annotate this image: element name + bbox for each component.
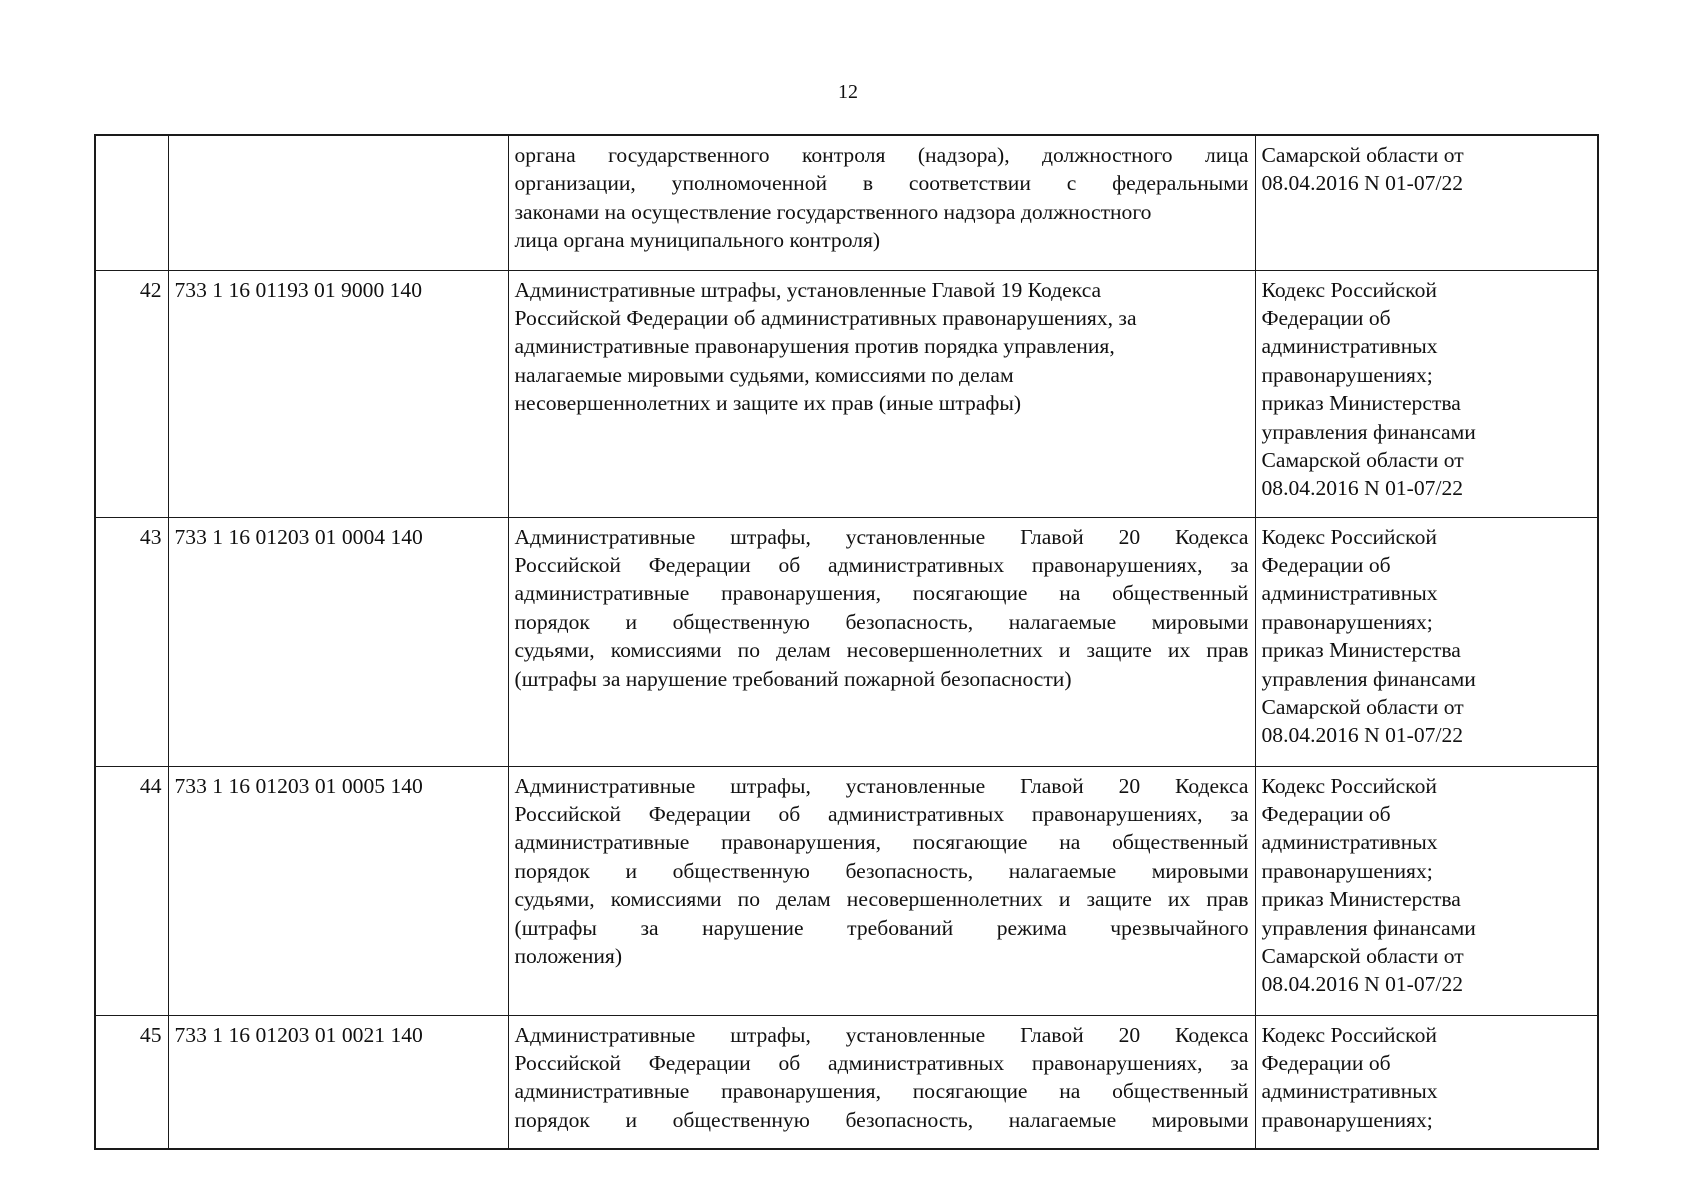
basis-line: приказ Министерства	[1261, 638, 1461, 663]
description-line: порядок и общественную безопасность, налагаемые мировыми	[514, 1107, 1249, 1132]
basis-line: приказ Министерства	[1261, 391, 1461, 416]
table-row	[95, 1015, 1598, 1149]
basis-line: Кодекс Российской	[1261, 524, 1437, 549]
description-line: порядок и общественную безопасность, налагаемые мировыми	[514, 858, 1249, 883]
basis-line: административных	[1261, 581, 1438, 606]
basis-line: 08.04.2016 N 01-07/22	[1261, 723, 1464, 748]
table-row	[95, 270, 1598, 517]
basis-line: Федерации об	[1261, 305, 1391, 330]
income-description	[508, 135, 1255, 270]
basis-line: Самарской области от	[1261, 943, 1464, 968]
description-line: порядок и общественную безопасность, налагаемые мировыми	[514, 609, 1249, 634]
table-row	[95, 517, 1598, 766]
budget-code: 733 1 16 01203 01 0004 140	[168, 517, 508, 766]
basis-line: правонарушениях;	[1261, 858, 1433, 883]
legal-basis	[1255, 135, 1598, 270]
table-row	[95, 766, 1598, 1015]
basis-line: Самарской области от	[1261, 694, 1464, 719]
description-line: административные правонарушения, посягающие на общественный	[514, 1079, 1249, 1104]
basis-line: управления финансами	[1261, 915, 1476, 940]
budget-code: 733 1 16 01203 01 0021 140	[168, 1015, 508, 1149]
page-number: 12	[838, 81, 858, 103]
row-number: 44	[95, 766, 168, 1015]
basis-line: административных	[1261, 830, 1438, 855]
basis-line: Самарской области от	[1261, 447, 1464, 472]
row-number	[95, 135, 168, 270]
legal-basis	[1255, 766, 1598, 1015]
basis-line: Федерации об	[1261, 552, 1391, 577]
basis-line: правонарушениях;	[1261, 609, 1433, 634]
row-number: 45	[95, 1015, 168, 1149]
basis-line: 08.04.2016 N 01-07/22	[1261, 972, 1464, 997]
description-line: органа государственного контроля (надзора), должностного лица	[514, 143, 1249, 167]
description-line: положения)	[514, 943, 623, 968]
income-description	[508, 517, 1255, 766]
basis-line: 08.04.2016 N 01-07/22	[1261, 476, 1464, 501]
description-line: судьями, комиссиями по делам несовершеннолетних и защите их прав	[514, 638, 1249, 663]
budget-code	[168, 135, 508, 270]
income-description	[508, 766, 1255, 1015]
description-line: Российской Федерации об административных правонарушениях, за	[514, 552, 1249, 577]
description-line: Административные штрафы, установленные Главой 19 Кодекса	[514, 277, 1102, 302]
basis-line: приказ Министерства	[1261, 887, 1461, 912]
basis-line: Кодекс Российской	[1261, 277, 1437, 302]
description-line: административные правонарушения, посягающие на общественный	[514, 830, 1249, 855]
description-line: Российской Федерации об административных правонарушениях, за	[514, 305, 1137, 330]
description-line: несовершеннолетних и защите их прав (иные штрафы)	[514, 391, 1022, 416]
basis-line: Федерации об	[1261, 801, 1391, 826]
income-codes-table	[94, 134, 1599, 1150]
budget-code: 733 1 16 01203 01 0005 140	[168, 766, 508, 1015]
description-line: административные правонарушения против порядка управления,	[514, 334, 1115, 359]
income-description	[508, 1015, 1255, 1149]
row-number: 42	[95, 270, 168, 517]
description-line: налагаемые мировыми судьями, комиссиями по делам	[514, 362, 1014, 387]
description-line: организации, уполномоченной в соответствии с федеральными	[514, 171, 1249, 196]
description-line: судьями, комиссиями по делам несовершеннолетних и защите их прав	[514, 887, 1249, 912]
income-description	[508, 270, 1255, 517]
description-line: Административные штрафы, установленные Главой 20 Кодекса	[514, 1022, 1249, 1047]
description-line: законами на осуществление государственного надзора должностного	[514, 199, 1152, 224]
description-line: Российской Федерации об административных правонарушениях, за	[514, 801, 1249, 826]
legal-basis	[1255, 270, 1598, 517]
basis-line: 08.04.2016 N 01-07/22	[1261, 171, 1464, 196]
row-number: 43	[95, 517, 168, 766]
legal-basis	[1255, 517, 1598, 766]
description-line: (штрафы за нарушение требований режима чрезвычайного	[514, 915, 1249, 940]
basis-line: управления финансами	[1261, 666, 1476, 691]
description-line: Административные штрафы, установленные Главой 20 Кодекса	[514, 524, 1249, 549]
basis-line: правонарушениях;	[1261, 1107, 1433, 1132]
basis-line: Кодекс Российской	[1261, 773, 1437, 798]
basis-line: Самарской области от	[1261, 143, 1464, 167]
basis-line: Кодекс Российской	[1261, 1022, 1437, 1047]
description-line: Административные штрафы, установленные Главой 20 Кодекса	[514, 773, 1249, 798]
budget-code: 733 1 16 01193 01 9000 140	[168, 270, 508, 517]
basis-line: административных	[1261, 1079, 1438, 1104]
legal-basis	[1255, 1015, 1598, 1149]
description-line: лица органа муниципального контроля)	[514, 228, 881, 253]
description-line: Российской Федерации об административных правонарушениях, за	[514, 1050, 1249, 1075]
basis-line: Федерации об	[1261, 1050, 1391, 1075]
description-line: административные правонарушения, посягающие на общественный	[514, 581, 1249, 606]
basis-line: управления финансами	[1261, 419, 1476, 444]
basis-line: административных	[1261, 334, 1438, 359]
description-line: (штрафы за нарушение требований пожарной безопасности)	[514, 666, 1072, 691]
basis-line: правонарушениях;	[1261, 362, 1433, 387]
table-row	[95, 135, 1598, 270]
